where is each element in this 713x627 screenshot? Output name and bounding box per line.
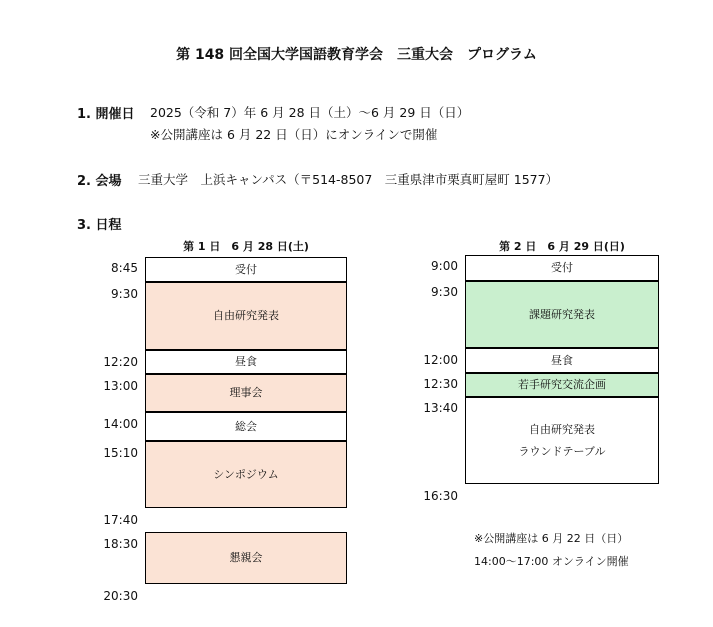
day2-time: 16:30 [423, 489, 458, 503]
day1-block-reception: 受付 [145, 257, 347, 282]
day2-note-line1: ※公開講座は 6 月 22 日（日） [474, 532, 629, 545]
day2-header: 第 2 日 6 月 29 日(日) [499, 240, 625, 253]
page-title: 第 148 回全国大学国語教育学会 三重大会 プログラム [176, 47, 537, 63]
section-1-label: 1. 開催日 [77, 107, 135, 122]
venue-text: 三重大学 上浜キャンパス（〒514-8507 三重県津市栗真町屋町 1577） [138, 172, 559, 187]
day1-time: 8:45 [111, 261, 138, 275]
day1-time: 15:10 [103, 446, 138, 460]
day1-block-board-meeting: 理事会 [145, 374, 347, 412]
event-dates: 2025（令和 7）年 6 月 28 日（土）～6 月 29 日（日） [150, 105, 470, 120]
day2-block-young-researchers: 若手研究交流企画 [465, 373, 659, 397]
section-3-label: 3. 日程 [77, 218, 122, 233]
day2-time: 9:00 [431, 259, 458, 273]
day2-block-reception: 受付 [465, 255, 659, 281]
day1-time: 9:30 [111, 287, 138, 301]
day1-block-banquet: 懇親会 [145, 532, 347, 584]
day1-block-general-meeting: 総会 [145, 412, 347, 441]
day1-time: 20:30 [103, 589, 138, 603]
day2-time: 12:30 [423, 377, 458, 391]
day2-time: 9:30 [431, 285, 458, 299]
day1-time: 12:20 [103, 355, 138, 369]
day2-time: 13:40 [423, 401, 458, 415]
day2-block-theme-presentations: 課題研究発表 [465, 281, 659, 348]
day1-header: 第 1 日 6 月 28 日(土) [183, 240, 309, 253]
day1-time: 13:00 [103, 379, 138, 393]
day1-time: 14:00 [103, 417, 138, 431]
day1-time: 17:40 [103, 513, 138, 527]
day2-note-line2: 14:00～17:00 オンライン開催 [474, 555, 629, 568]
day2-time: 12:00 [423, 353, 458, 367]
day1-block-symposium: シンポジウム [145, 441, 347, 508]
day2-block-lunch: 昼食 [465, 348, 659, 373]
day1-time: 18:30 [103, 537, 138, 551]
day1-block-free-presentations: 自由研究発表 [145, 282, 347, 350]
day2-block-free-presentations-roundtable: 自由研究発表 ラウンドテーブル [465, 397, 659, 484]
public-lecture-note: ※公開講座は 6 月 22 日（日）にオンラインで開催 [150, 127, 438, 142]
section-2-label: 2. 会場 [77, 174, 122, 189]
day1-block-lunch: 昼食 [145, 350, 347, 374]
